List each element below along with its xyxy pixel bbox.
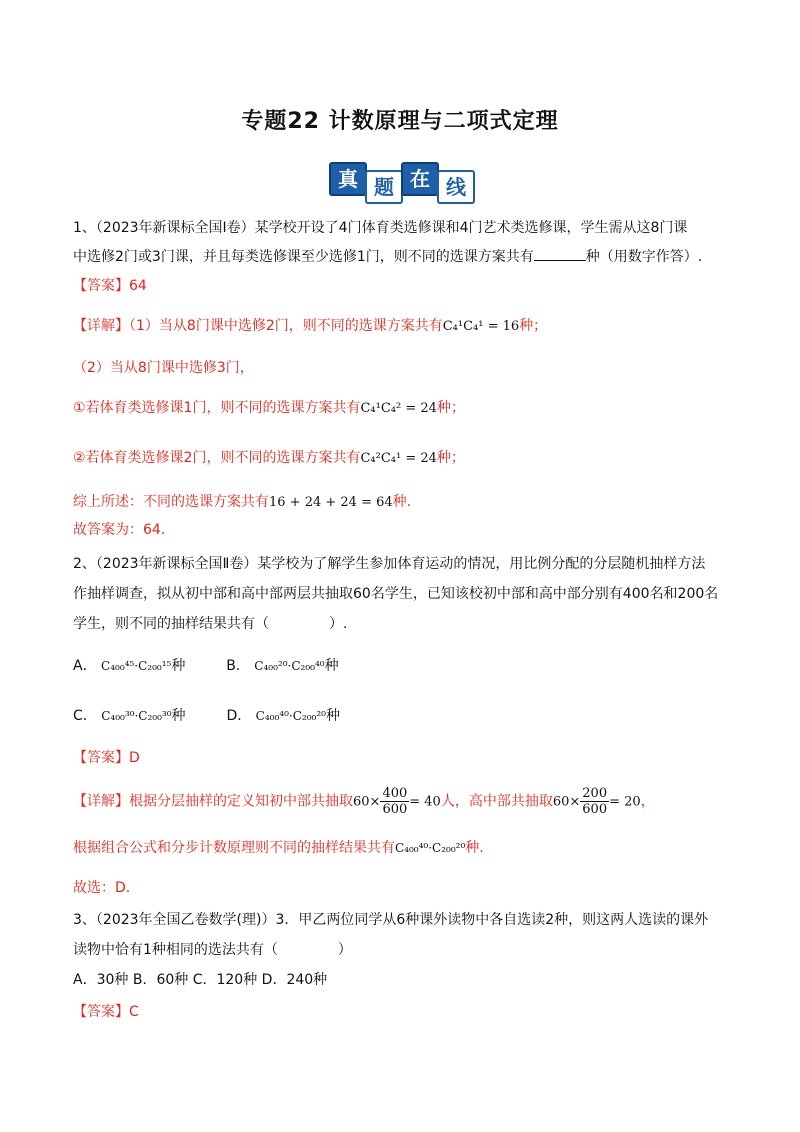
q2-stem-line2: 作抽样调查，拟从初中部和高中部两层共抽取60名学生，已知该校初中部和高中部分别有400名和200名 [73, 586, 719, 602]
option-d-formula: C₄₀₀⁴⁰·C₂₀₀²⁰ [255, 709, 326, 723]
q1-stem-text: 中选修2门或3门课，并且每类选修课至少选修1门，则不同的选课方案共有 [73, 249, 534, 265]
q1-detail-1-text: 【详解】（1）当从8门课中选修2门，则不同的选课方案共有 [73, 318, 443, 334]
q1-stem-line1: 1、（2023年新课标全国Ⅰ卷）某学校开设了4门体育类选修课和4门艺术类选修课，学生需从这8门课 [73, 220, 688, 236]
q2-stem-text: 学生，则不同的抽样结果共有（ [73, 616, 269, 632]
q2-options-row1 [73, 656, 339, 676]
q1-formula-3: C₄²C₄¹ = 24 [360, 451, 437, 466]
q2-detail-3: 故选：D. [73, 880, 131, 896]
option-c-formula: C₄₀₀³⁰·C₂₀₀³⁰ [101, 709, 172, 723]
banner-char-4: 线 [437, 170, 475, 204]
fraction-numerator: 400 [382, 786, 408, 801]
option-d-unit: 种 [325, 708, 340, 724]
option-a-formula: C₄₀₀⁴⁵·C₂₀₀¹⁵ [101, 659, 172, 673]
q3-stem-text: 读物中恰有1种相同的选法共有（ [73, 942, 278, 958]
page-title: 专题22 计数原理与二项式定理 [241, 109, 559, 134]
q1-detail-5-text: 综上所述：不同的选课方案共有 [73, 494, 269, 510]
q1-detail-3-text: ①若体育类选修课1门，则不同的选课方案共有 [73, 400, 361, 416]
q2-detail-2 [73, 838, 484, 858]
q2-stem-tail: ）. [329, 616, 348, 632]
option-d-label: D． [226, 708, 252, 724]
option-b-formula: C₄₀₀²⁰·C₂₀₀⁴⁰ [254, 659, 325, 673]
fraction-denominator: 600 [382, 802, 408, 817]
q2-formula-2-lhs: 60× [552, 794, 581, 810]
q2-fraction-2 [580, 786, 609, 817]
q1-detail-4-tail: 种； [436, 450, 465, 466]
q3-options: A．30种 B．60种 C．120种 D．240种 [73, 972, 328, 988]
q1-detail-3-tail: 种； [436, 400, 465, 416]
q1-formula-2: C₄¹C₄² = 24 [360, 401, 437, 416]
banner-char-1: 真 [329, 162, 367, 196]
option-b-label: B． [226, 658, 250, 674]
q2-stem-line1: 2、（2023年新课标全国Ⅱ卷）某学校为了解学生参加体育运动的情况，用比例分配的分层随机抽样方法 [73, 556, 706, 572]
q1-detail-1-tail: 种； [519, 318, 548, 334]
q2-fraction-1 [380, 786, 409, 817]
q2-detail-2-tail: 种. [465, 840, 484, 856]
banner-char-3: 在 [401, 162, 439, 196]
q1-detail-3 [73, 398, 465, 419]
q3-stem-tail: ） [337, 942, 352, 958]
q3-stem-line1: 3、（2023年全国乙卷数学(理)）3．甲乙两位同学从6种课外读物中各自选读2种，则这两人选读的课外 [73, 912, 709, 928]
banner-char-2: 题 [365, 170, 403, 204]
q2-detail-1-text: 【详解】根据分层抽样的定义知初中部共抽取 [73, 793, 353, 810]
q1-detail-4 [73, 448, 465, 469]
q1-detail-6: 故答案为：64. [73, 522, 166, 538]
option-c-unit: 种 [171, 708, 186, 724]
q1-detail-2: （2）当从8门课中选修3门， [73, 360, 254, 376]
section-banner [327, 160, 473, 200]
q1-answer: 【答案】64 [73, 278, 147, 294]
fraction-denominator: 600 [582, 802, 608, 817]
q2-detail-1-mid: 人，高中部共抽取 [440, 793, 553, 810]
q1-detail-4-text: ②若体育类选修课2门，则不同的选课方案共有 [73, 450, 361, 466]
answer-blank [534, 246, 586, 261]
q2-detail-1-tail: ， [640, 793, 655, 810]
q2-formula-3: C₄₀₀⁴⁰·C₂₀₀²⁰ [395, 841, 466, 855]
q2-detail-1 [73, 786, 655, 817]
fraction-numerator: 200 [582, 786, 608, 801]
q1-stem-line2 [73, 246, 702, 267]
q2-detail-2-text: 根据组合公式和分步计数原理则不同的抽样结果共有 [73, 840, 395, 856]
option-b-unit: 种 [324, 658, 339, 674]
q2-stem-line3 [73, 614, 347, 634]
option-c-label: C． [73, 708, 97, 724]
q3-answer: 【答案】C [73, 1004, 139, 1020]
q2-answer: 【答案】D [73, 750, 140, 766]
q1-detail-5 [73, 492, 411, 513]
q2-formula-1-rhs: = 40 [409, 794, 441, 810]
q1-detail-5-tail: 种. [392, 494, 412, 510]
option-a-unit: 种 [171, 658, 186, 674]
q2-formula-1-lhs: 60× [353, 794, 381, 810]
option-a-label: A． [73, 658, 97, 674]
q3-stem-line2 [73, 940, 352, 960]
q1-formula-1: C₄¹C₄¹ = 16 [442, 319, 520, 334]
q1-stem-tail: 种（用数字作答）. [585, 249, 703, 265]
q1-formula-4: 16 + 24 + 24 = 64 [269, 495, 393, 510]
q2-options-row2 [73, 706, 340, 726]
q1-detail-1 [73, 316, 547, 337]
q2-formula-2-rhs: = 20 [609, 794, 641, 810]
